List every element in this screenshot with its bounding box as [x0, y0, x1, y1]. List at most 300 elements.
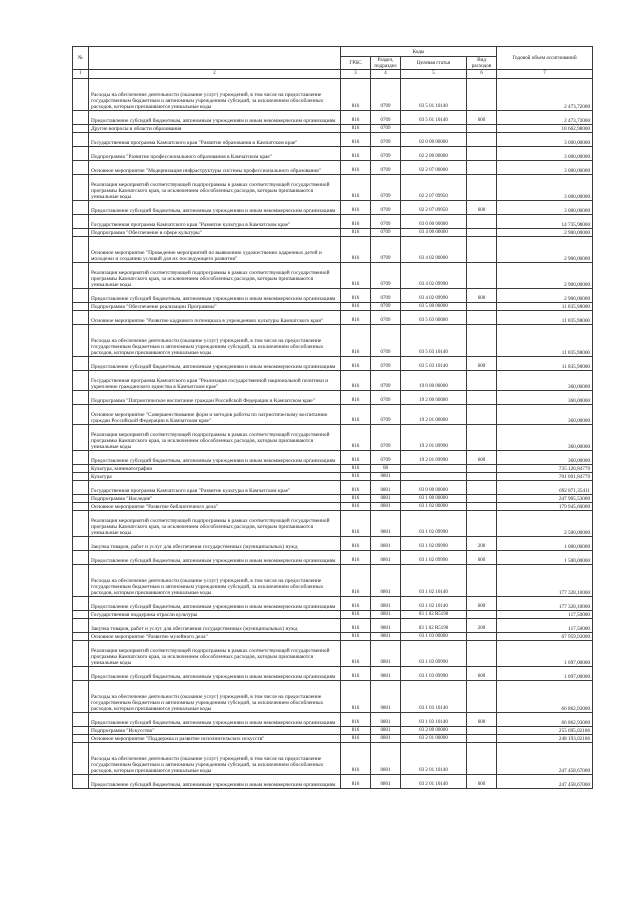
cell-empty	[73, 611, 89, 619]
cell-empty	[73, 303, 89, 311]
table-row	[73, 511, 593, 537]
row-cs: 02 2 07 09950	[401, 175, 467, 201]
row-sum: 11 835,98000	[497, 311, 593, 325]
cell-empty	[73, 503, 89, 511]
row-vr	[467, 237, 497, 263]
row-vr	[467, 371, 497, 391]
row-cs: 03 1 02 R5190	[401, 611, 467, 619]
cell-empty	[73, 565, 89, 597]
table-row	[73, 325, 593, 357]
row-sum: 3 000,00000	[497, 133, 593, 147]
row-name: Подпрограмма "Наследие"	[89, 495, 341, 503]
row-rz: 0709	[371, 111, 401, 125]
column-number: 3	[341, 70, 371, 79]
row-vr: 600	[467, 201, 497, 215]
row-name: Предоставление субсидий бюджетным, автономным учреждениям и иным некоммерческим организациям	[89, 775, 341, 789]
row-rz: 0801	[371, 667, 401, 681]
row-grbs: 816	[341, 465, 371, 473]
row-vr: 600	[467, 551, 497, 565]
row-vr	[467, 147, 497, 161]
row-grbs: 816	[341, 481, 371, 495]
row-grbs: 816	[341, 425, 371, 451]
row-vr	[467, 481, 497, 495]
row-sum: 735 126,84779	[497, 465, 593, 473]
table-row	[73, 473, 593, 481]
cell-empty	[73, 481, 89, 495]
row-grbs: 816	[341, 667, 371, 681]
row-rz: 0709	[371, 125, 401, 133]
cell-empty	[73, 263, 89, 289]
row-rz: 0709	[371, 325, 401, 357]
row-sum: 2 900,00000	[497, 229, 593, 237]
cell-empty	[73, 465, 89, 473]
row-name: Подпрограмма "Искусство"	[89, 727, 341, 735]
row-cs: 02 0 00 00000	[401, 133, 467, 147]
row-rz: 0709	[371, 147, 401, 161]
row-name: Культура, кинематография	[89, 465, 341, 473]
row-rz: 0709	[371, 311, 401, 325]
row-sum: 11 835,98000	[497, 325, 593, 357]
row-cs: 03 5 01 10140	[401, 79, 467, 111]
row-grbs: 816	[341, 597, 371, 611]
row-grbs: 816	[341, 303, 371, 311]
row-name: Подпрограмма "Развитие профессионального образования в Камчатском крае"	[89, 147, 341, 161]
table-row	[73, 125, 593, 133]
row-grbs: 816	[341, 511, 371, 537]
column-number: 1	[73, 70, 89, 79]
row-cs	[401, 465, 467, 473]
row-rz: 0801	[371, 481, 401, 495]
table-row	[73, 667, 593, 681]
row-grbs: 816	[341, 215, 371, 229]
row-rz: 0801	[371, 775, 401, 789]
cell-empty	[73, 551, 89, 565]
table-row	[73, 611, 593, 619]
row-cs: 02 2 07 09950	[401, 201, 467, 215]
row-rz: 0709	[371, 289, 401, 303]
row-sum: 1 097,00000	[497, 641, 593, 667]
row-vr	[467, 681, 497, 713]
cell-empty	[73, 619, 89, 633]
row-sum: 2 900,00000	[497, 237, 593, 263]
table-row	[73, 133, 593, 147]
table-row	[73, 111, 593, 125]
row-grbs: 816	[341, 147, 371, 161]
row-vr	[467, 125, 497, 133]
row-name: Государственная программа Камчатского края "Развитие культуры в Камчатском крае"	[89, 215, 341, 229]
row-rz: 0709	[371, 391, 401, 405]
row-sum: 67 959,93000	[497, 633, 593, 641]
row-name: Другие вопросы в области образования	[89, 125, 341, 133]
column-number: 7	[497, 70, 593, 79]
cell-empty	[73, 201, 89, 215]
cell-empty	[73, 495, 89, 503]
row-name: Расходы на обеспечение деятельности (оказание услуг) учреждений, в том числе на предоставление государственным бюджетным и автономным учреждениям субсидий, за исключением обособленных расходов, которым присваиваются уникальные коды	[89, 325, 341, 357]
row-sum: 14 735,98000	[497, 215, 593, 229]
row-name: Расходы на обеспечение деятельности (оказание услуг) учреждений, в том числе на предоставление государственным бюджетным и автономным учреждениям субсидий, за исключением обособленных расходов, которым присваиваются уникальные коды	[89, 565, 341, 597]
row-cs: 03 1 02 00000	[401, 503, 467, 511]
row-rz: 0801	[371, 633, 401, 641]
cell-empty	[73, 667, 89, 681]
column-number: 2	[89, 70, 341, 79]
row-name: Предоставление субсидий бюджетным, автономным учреждениям и иным некоммерческим организациям	[89, 111, 341, 125]
row-cs: 03 4 00 00000	[401, 229, 467, 237]
cell-empty	[73, 451, 89, 465]
row-grbs: 816	[341, 713, 371, 727]
row-cs: 03 1 02 10140	[401, 597, 467, 611]
row-rz: 0709	[371, 357, 401, 371]
row-name: Основное мероприятие "Развитие библиотечного дела"	[89, 503, 341, 511]
row-sum: 247 458,67000	[497, 775, 593, 789]
row-name: Предоставление субсидий бюджетным, автономным учреждениям и иным некоммерческим организациям	[89, 451, 341, 465]
cell-empty	[73, 175, 89, 201]
row-cs: 03 2 01 10140	[401, 775, 467, 789]
row-cs: 03 1 03 10140	[401, 681, 467, 713]
table-row	[73, 161, 593, 175]
cell-empty	[73, 633, 89, 641]
row-name: Государственная программа Камчатского края "Развитие образования в Камчатском крае"	[89, 133, 341, 147]
row-grbs: 816	[341, 111, 371, 125]
row-cs: 03 1 02 09990	[401, 511, 467, 537]
row-name: Реализация мероприятий соответствующей подпрограммы в рамках соответствующей государственной программы Камчатского края, за исключением обособленных расходов, которым присваиваются уникальные коды	[89, 511, 341, 537]
row-sum: 1 000,00000	[497, 537, 593, 551]
row-grbs: 816	[341, 473, 371, 481]
row-rz: 0801	[371, 597, 401, 611]
row-grbs: 816	[341, 161, 371, 175]
row-grbs: 816	[341, 503, 371, 511]
row-cs: 19 2 01 00000	[401, 405, 467, 425]
row-grbs: 816	[341, 743, 371, 775]
row-cs: 03 1 03 00000	[401, 633, 467, 641]
row-vr: 600	[467, 357, 497, 371]
row-vr	[467, 743, 497, 775]
table-row	[73, 405, 593, 425]
row-cs: 03 4 02 09990	[401, 263, 467, 289]
row-name: Подпрограмма "Обеспечение в сфере культуры"	[89, 229, 341, 237]
row-rz: 0801	[371, 503, 401, 511]
row-cs: 03 1 00 00000	[401, 495, 467, 503]
row-grbs: 816	[341, 237, 371, 263]
row-sum: 255 695,02186	[497, 727, 593, 735]
table-row	[73, 357, 593, 371]
cell-empty	[73, 357, 89, 371]
cell-empty	[73, 215, 89, 229]
table-row	[73, 175, 593, 201]
row-vr	[467, 303, 497, 311]
row-cs: 03 5 03 00000	[401, 311, 467, 325]
row-sum: 117,50000	[497, 619, 593, 633]
table-row	[73, 465, 593, 473]
row-name: Предоставление субсидий бюджетным, автономным учреждениям и иным некоммерческим организациям	[89, 597, 341, 611]
row-rz: 0801	[371, 511, 401, 537]
row-vr	[467, 633, 497, 641]
cell-empty	[73, 325, 89, 357]
cell-empty	[73, 511, 89, 537]
row-name: Основное мероприятие "Модернизация инфраструктуры системы профессионального образования"	[89, 161, 341, 175]
row-rz: 0709	[371, 263, 401, 289]
row-rz: 0709	[371, 451, 401, 465]
row-vr	[467, 727, 497, 735]
table-row	[73, 727, 593, 735]
row-sum: 360,00000	[497, 405, 593, 425]
row-name: Основное мероприятие "Совершенствование форм и методов работы по патриотическому воспитанию граждан Российской Федерации в Камчатском крае"	[89, 405, 341, 425]
row-rz: 0709	[371, 215, 401, 229]
row-rz: 0801	[371, 681, 401, 713]
row-rz: 0801	[371, 641, 401, 667]
row-sum: 11 835,98000	[497, 357, 593, 371]
row-grbs: 816	[341, 201, 371, 215]
row-grbs: 816	[341, 391, 371, 405]
header-codes: Коды	[341, 47, 497, 57]
cell-empty	[73, 597, 89, 611]
row-name: Подпрограмма "Обеспечение реализации Программы"	[89, 303, 341, 311]
table-row	[73, 565, 593, 597]
row-vr: 200	[467, 619, 497, 633]
table-row	[73, 215, 593, 229]
row-vr: 600	[467, 713, 497, 727]
table-row	[73, 451, 593, 465]
row-cs: 03 1 03 09990	[401, 641, 467, 667]
row-grbs: 816	[341, 537, 371, 551]
row-grbs: 816	[341, 79, 371, 111]
row-vr	[467, 565, 497, 597]
row-rz: 0709	[371, 405, 401, 425]
row-sum: 692 871,35411	[497, 481, 593, 495]
row-sum: 360,00000	[497, 391, 593, 405]
row-grbs: 816	[341, 565, 371, 597]
cell-empty	[73, 133, 89, 147]
row-sum: 177 328,10000	[497, 565, 593, 597]
row-grbs: 816	[341, 311, 371, 325]
row-cs: 03 2 01 00000	[401, 735, 467, 743]
row-sum: 360,00000	[497, 371, 593, 391]
table-row	[73, 633, 593, 641]
row-cs: 03 2 00 00000	[401, 727, 467, 735]
row-rz: 0801	[371, 743, 401, 775]
row-cs: 03 1 03 10140	[401, 713, 467, 727]
row-rz: 0709	[371, 133, 401, 147]
table-row	[73, 743, 593, 775]
row-name: Закупка товаров, работ и услуг для обеспечения государственных (муниципальных) нужд	[89, 619, 341, 633]
cell-empty	[73, 727, 89, 735]
header-num: №	[73, 47, 89, 70]
row-rz: 0709	[371, 175, 401, 201]
cell-empty	[73, 775, 89, 789]
row-vr	[467, 263, 497, 289]
row-grbs: 816	[341, 325, 371, 357]
table-row	[73, 229, 593, 237]
cell-empty	[73, 537, 89, 551]
row-sum: 18 662,98000	[497, 125, 593, 133]
cell-empty	[73, 473, 89, 481]
table-row	[73, 147, 593, 161]
row-vr	[467, 511, 497, 537]
row-rz: 0801	[371, 713, 401, 727]
row-grbs: 816	[341, 775, 371, 789]
table-row	[73, 713, 593, 727]
table-row	[73, 311, 593, 325]
cell-empty	[73, 289, 89, 303]
row-cs: 03 1 03 09990	[401, 667, 467, 681]
row-cs: 03 5 03 10140	[401, 325, 467, 357]
row-name: Предоставление субсидий бюджетным, автономным учреждениям и иным некоммерческим организациям	[89, 289, 341, 303]
table-row	[73, 263, 593, 289]
row-sum: 701 091,84779	[497, 473, 593, 481]
row-name: Расходы на обеспечение деятельности (оказание услуг) учреждений, в том числе на предоставление государственным бюджетным и автономным учреждениям субсидий, за исключением обособленных расходов, которым присваиваются уникальные коды	[89, 79, 341, 111]
cell-empty	[73, 743, 89, 775]
row-grbs: 816	[341, 641, 371, 667]
header-rz: Раздел, подраздел	[371, 57, 401, 70]
cell-empty	[73, 425, 89, 451]
header-sum: Годовой объем ассигнований	[497, 47, 593, 70]
row-vr: 600	[467, 667, 497, 681]
row-vr: 600	[467, 111, 497, 125]
table-row	[73, 619, 593, 633]
row-name: Закупка товаров, работ и услуг для обеспечения государственных (муниципальных) нужд	[89, 537, 341, 551]
row-vr: 600	[467, 775, 497, 789]
table-row	[73, 425, 593, 451]
row-sum: 3 000,00000	[497, 175, 593, 201]
row-grbs: 816	[341, 611, 371, 619]
row-cs: 03 5 01 10140	[401, 111, 467, 125]
row-vr	[467, 311, 497, 325]
row-vr	[467, 405, 497, 425]
row-vr	[467, 229, 497, 237]
row-name: Реализация мероприятий соответствующей подпрограммы в рамках соответствующей государственной программы Камчатского края, за исключением обособленных расходов, которым присваиваются уникальные коды	[89, 263, 341, 289]
row-vr	[467, 735, 497, 743]
table-row	[73, 503, 593, 511]
row-vr	[467, 503, 497, 511]
row-grbs: 816	[341, 133, 371, 147]
row-grbs: 816	[341, 229, 371, 237]
cell-empty	[73, 735, 89, 743]
cell-empty	[73, 713, 89, 727]
row-rz: 0709	[371, 237, 401, 263]
row-cs: 03 4 02 00000	[401, 237, 467, 263]
row-vr	[467, 133, 497, 147]
cell-empty	[73, 125, 89, 133]
row-rz: 0801	[371, 495, 401, 503]
cell-empty	[73, 311, 89, 325]
row-name: Государственная программа Камчатского края "Реализация государственной национальной политики и укрепление гражданского единства в Камчатском крае"	[89, 371, 341, 391]
cell-empty	[73, 79, 89, 111]
row-name: Предоставление субсидий бюджетным, автономным учреждениям и иным некоммерческим организациям	[89, 713, 341, 727]
row-cs: 03 0 00 00000	[401, 481, 467, 495]
row-name: Реализация мероприятий соответствующей подпрограммы в рамках соответствующей государственной программы Камчатского края, за исключением обособленных расходов, которым присваиваются уникальные коды	[89, 175, 341, 201]
row-rz: 0801	[371, 565, 401, 597]
row-vr: 600	[467, 289, 497, 303]
row-name: Основное мероприятие "Поддержка и развитие исполнительских искусств"	[89, 735, 341, 743]
row-rz: 0709	[371, 161, 401, 175]
cell-empty	[73, 641, 89, 667]
row-grbs: 816	[341, 289, 371, 303]
row-rz: 0709	[371, 371, 401, 391]
document-page	[72, 46, 592, 789]
row-vr	[467, 495, 497, 503]
column-numbers-row	[73, 70, 593, 79]
row-grbs: 816	[341, 263, 371, 289]
row-grbs: 816	[341, 619, 371, 633]
row-rz: 0801	[371, 611, 401, 619]
row-rz: 0801	[371, 619, 401, 633]
table-row	[73, 201, 593, 215]
row-sum: 2 500,00000	[497, 511, 593, 537]
row-name: Подпрограмма "Патриотическое воспитание граждан Российской Федерации в Камчатском крае"	[89, 391, 341, 405]
row-rz: 0801	[371, 735, 401, 743]
table-row	[73, 371, 593, 391]
row-rz: 0709	[371, 229, 401, 237]
row-sum: 2 900,00000	[497, 263, 593, 289]
row-cs: 19 2 01 09990	[401, 425, 467, 451]
row-grbs: 816	[341, 175, 371, 201]
table-row	[73, 79, 593, 111]
row-cs	[401, 473, 467, 481]
row-sum: 179 945,60000	[497, 503, 593, 511]
row-grbs: 816	[341, 681, 371, 713]
row-sum: 2 900,00000	[497, 289, 593, 303]
row-cs: 19 0 00 00000	[401, 371, 467, 391]
row-sum: 3 000,00000	[497, 161, 593, 175]
row-rz: 0801	[371, 727, 401, 735]
row-sum: 2 473,72000	[497, 79, 593, 111]
row-vr	[467, 79, 497, 111]
row-sum: 2 473,72000	[497, 111, 593, 125]
table-row	[73, 391, 593, 405]
row-grbs: 816	[341, 357, 371, 371]
row-grbs: 816	[341, 125, 371, 133]
row-name: Предоставление субсидий бюджетным, автономным учреждениям и иным некоммерческим организациям	[89, 551, 341, 565]
header-name	[89, 47, 341, 70]
row-cs: 03 0 00 00000	[401, 215, 467, 229]
row-vr: 600	[467, 451, 497, 465]
cell-empty	[73, 405, 89, 425]
row-sum: 117,50000	[497, 611, 593, 619]
row-vr	[467, 391, 497, 405]
row-cs: 03 4 02 09990	[401, 289, 467, 303]
row-vr	[467, 473, 497, 481]
budget-table	[72, 46, 593, 789]
row-name: Государственная программа Камчатского края "Развитие культуры в Камчатском крае"	[89, 481, 341, 495]
row-cs: 03 1 02 R5190	[401, 619, 467, 633]
row-sum: 66 862,93000	[497, 681, 593, 713]
row-cs: 03 1 02 10140	[401, 565, 467, 597]
row-vr	[467, 215, 497, 229]
row-vr	[467, 161, 497, 175]
table-row	[73, 537, 593, 551]
row-sum: 11 835,98000	[497, 303, 593, 311]
row-rz: 0709	[371, 201, 401, 215]
row-name: Государственная поддержка отрасли культуры	[89, 611, 341, 619]
header-cs: Целевая статья	[401, 57, 467, 70]
row-name: Основное мероприятие "Развитие музейного дела"	[89, 633, 341, 641]
row-rz: 0801	[371, 473, 401, 481]
row-vr	[467, 611, 497, 619]
row-name: Расходы на обеспечение деятельности (оказание услуг) учреждений, в том числе на предоставление государственным бюджетным и автономным учреждениям субсидий, за исключением обособленных расходов, которым присваиваются уникальные коды	[89, 681, 341, 713]
row-rz: 08	[371, 465, 401, 473]
row-sum: 66 862,93000	[497, 713, 593, 727]
row-grbs: 816	[341, 633, 371, 641]
row-rz: 0709	[371, 303, 401, 311]
table-row	[73, 289, 593, 303]
row-grbs: 816	[341, 495, 371, 503]
row-sum: 1 500,00000	[497, 551, 593, 565]
row-vr	[467, 641, 497, 667]
row-name: Предоставление субсидий бюджетным, автономным учреждениям и иным некоммерческим организациям	[89, 357, 341, 371]
row-sum: 1 097,00000	[497, 667, 593, 681]
cell-empty	[73, 681, 89, 713]
row-vr: 200	[467, 537, 497, 551]
table-row	[73, 597, 593, 611]
